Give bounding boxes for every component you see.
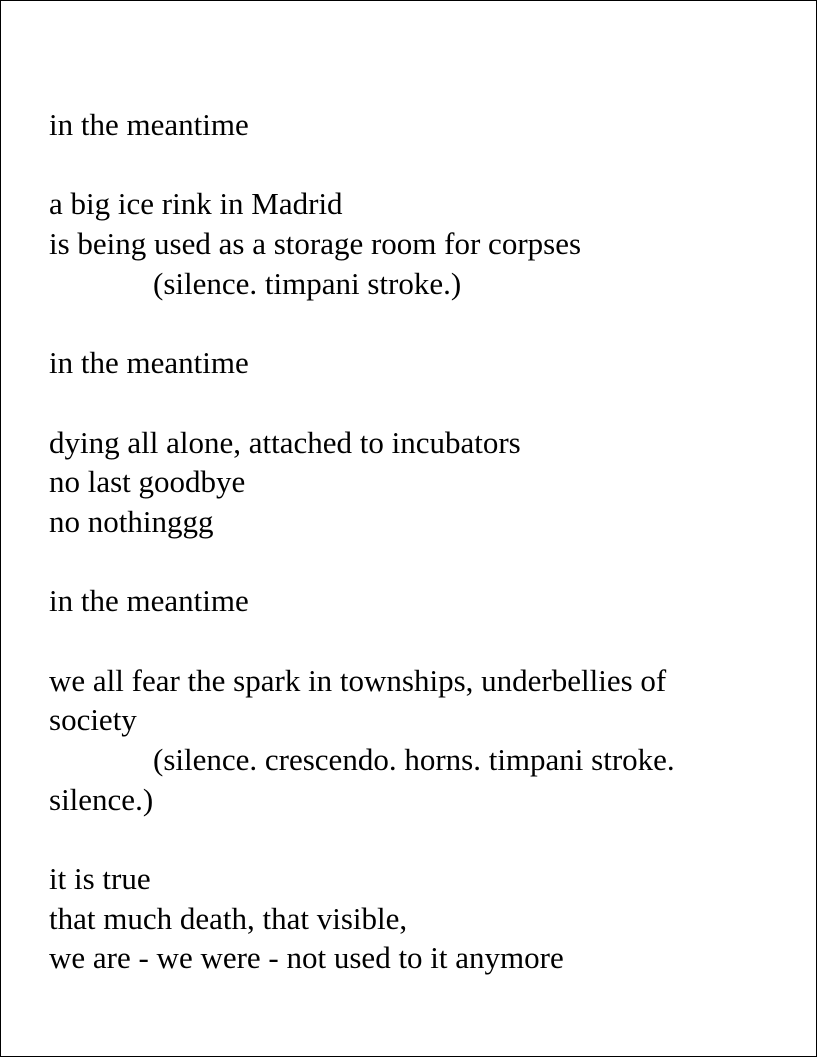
stanza-gap <box>49 145 769 185</box>
stanza-gap <box>49 542 769 582</box>
poem-line: is being used as a storage room for corpses <box>49 226 582 262</box>
stanza-gap <box>49 383 769 423</box>
stage-direction: (silence. crescendo. horns. timpani stroke. <box>153 742 675 777</box>
poem-line: a big ice rink in Madrid <box>49 186 343 222</box>
refrain-line: in the meantime <box>49 107 249 142</box>
poem-line: it is true <box>49 861 151 897</box>
poem-line-continuation: society <box>49 702 137 738</box>
poem-line: we are - we were - not used to it anymore <box>49 940 564 976</box>
refrain-line: in the meantime <box>49 345 249 381</box>
refrain-line: in the meantime <box>49 583 249 619</box>
stage-direction: (silence. timpani stroke.) <box>153 265 462 301</box>
poem-line: no nothinggg <box>49 503 214 539</box>
stage-direction-continuation: silence.) <box>49 781 154 817</box>
poem-body <box>49 105 769 978</box>
stanza-gap <box>49 819 769 859</box>
poem-line: no last goodbye <box>49 464 246 500</box>
poem-line: we all fear the spark in townships, underbellies of <box>49 662 667 698</box>
stanza-gap <box>49 303 769 343</box>
stanza-gap <box>49 621 769 661</box>
poem-line: dying all alone, attached to incubators <box>49 424 521 460</box>
poem-line: that much death, that visible, <box>49 900 408 936</box>
